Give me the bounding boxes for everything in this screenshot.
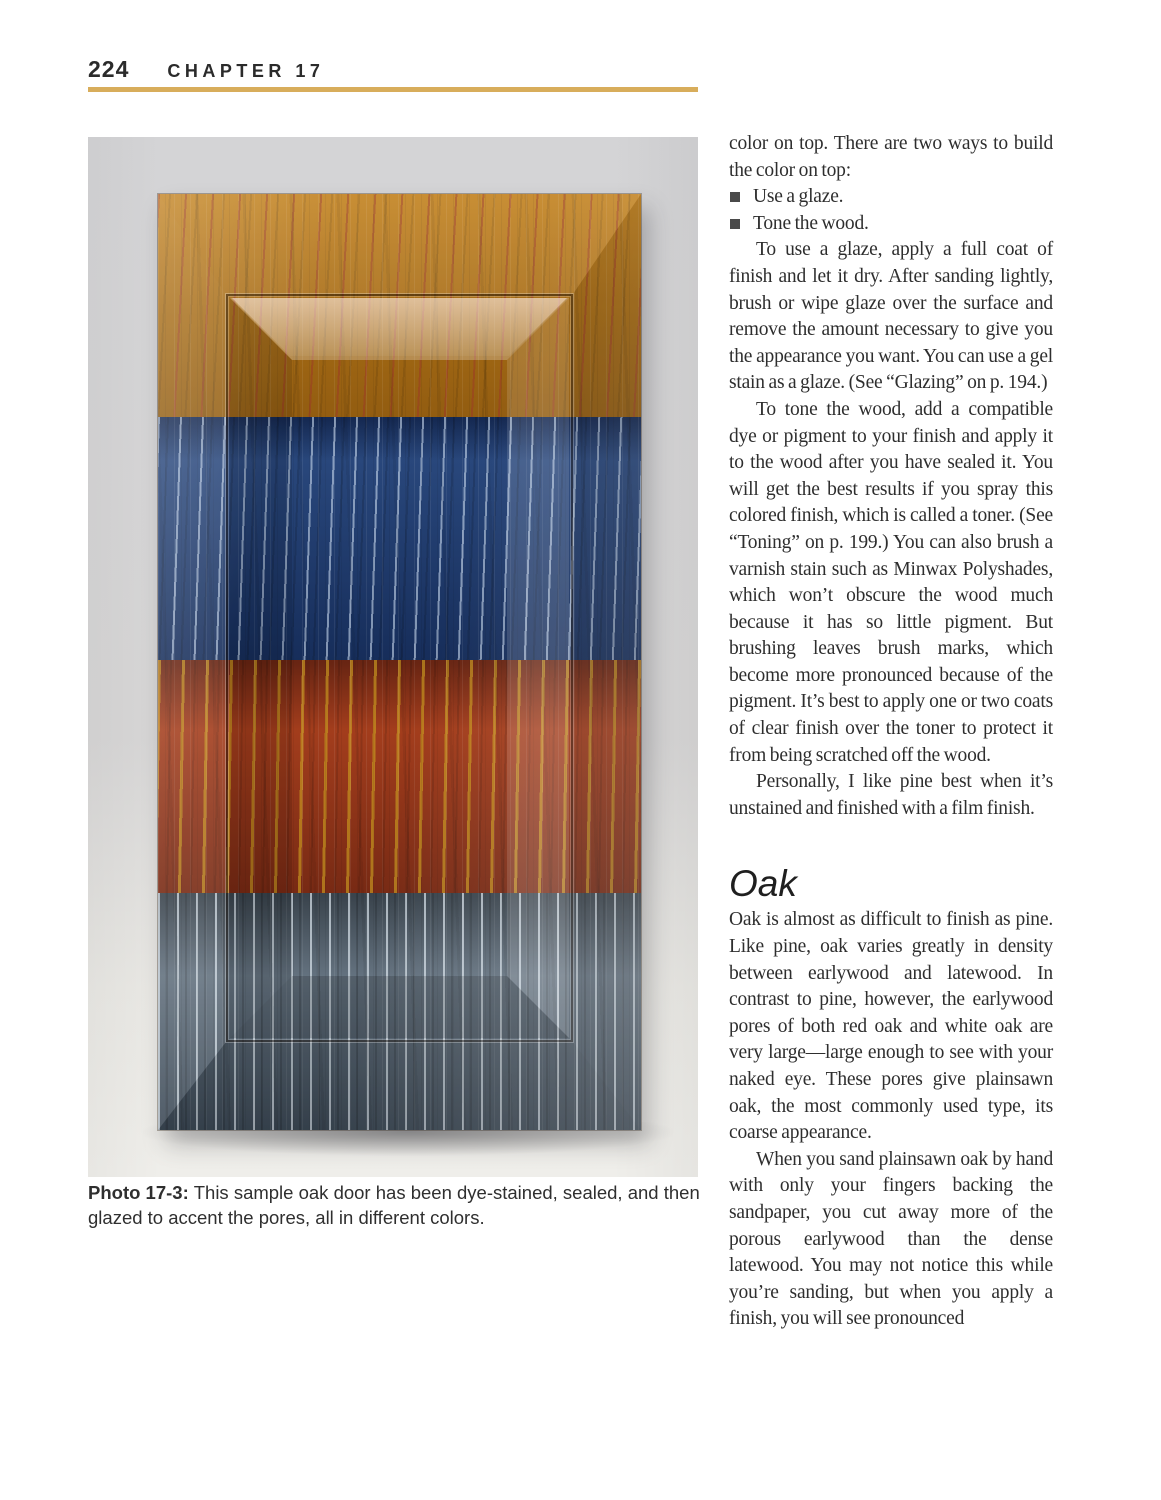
bullet-square-icon bbox=[730, 192, 740, 202]
list-item bbox=[729, 211, 1053, 238]
photo-caption bbox=[88, 1180, 702, 1230]
oak-door bbox=[158, 194, 641, 1130]
bullet-square-icon bbox=[730, 219, 740, 229]
text-column bbox=[729, 131, 1053, 1333]
page-header bbox=[88, 56, 324, 83]
paragraph-oak-intro: Oak is almost as difficult to finish as pine. Like pine, oak varies greatly in density between earlywood and latewood. In contrast to pine, however, the earlywood pores of both red oak and white oak are very large—large enough to see with your naked eye. These pores give plainsawn oak, the most commonly used type, its coarse appearance. bbox=[729, 909, 1053, 1144]
paragraph-personally: Personally, I like pine best when it’s unstained and finished with a film finish. bbox=[729, 771, 1053, 819]
bullet-label: Use a glaze. bbox=[753, 186, 844, 208]
paragraph-glaze: To use a glaze, apply a full coat of finish and let it dry. After sanding lightly, brush or wipe glaze over the surface and remove the amount necessary to give you the appearance you want. You can use a gel stain as a glaze. (See “Glazing” on p. 194.) bbox=[729, 239, 1053, 394]
page-number: 224 bbox=[88, 56, 130, 82]
section-heading-oak: Oak bbox=[729, 863, 797, 905]
caption-text: This sample oak door has been dye-stained, sealed, and then glazed to accent the pores, all in different colors. bbox=[88, 1182, 700, 1228]
paragraph-oak-sanding: When you sand plainsawn oak by hand with only your fingers backing the sandpaper, you cut away more of the porous earlywood than the dense latewood. You may not notice this while you’re sanding, but when you apply a finish, you will see pronounced bbox=[729, 1148, 1053, 1330]
intro-paragraph: color on top. There are two ways to build the color on top: bbox=[729, 133, 1053, 181]
accent-rule bbox=[88, 87, 698, 92]
gloss-sheen bbox=[158, 194, 641, 1130]
sample-door-photo bbox=[88, 137, 698, 1177]
list-item bbox=[729, 184, 1053, 211]
paragraph-toner: To tone the wood, add a compatible dye or pigment to your finish and apply it to the wood after you have sealed it. You will get the best results if you spray this colored finish, which is called a toner. (See “Toning” on p. 199.) You can also brush a varnish stain such as Minwax Polyshades, which won’t obscure the wood much because it has so little pigment. But brushing leaves brush marks, which become more pronounced because of the pigment. It’s best to apply one or two coats of clear finish over the toner to protect it from being scratched off the wood. bbox=[729, 398, 1053, 766]
chapter-title: CHAPTER 17 bbox=[167, 61, 325, 81]
bullet-label: Tone the wood. bbox=[753, 212, 869, 234]
caption-label: Photo 17-3: bbox=[88, 1182, 189, 1203]
bullet-list bbox=[729, 184, 1053, 237]
